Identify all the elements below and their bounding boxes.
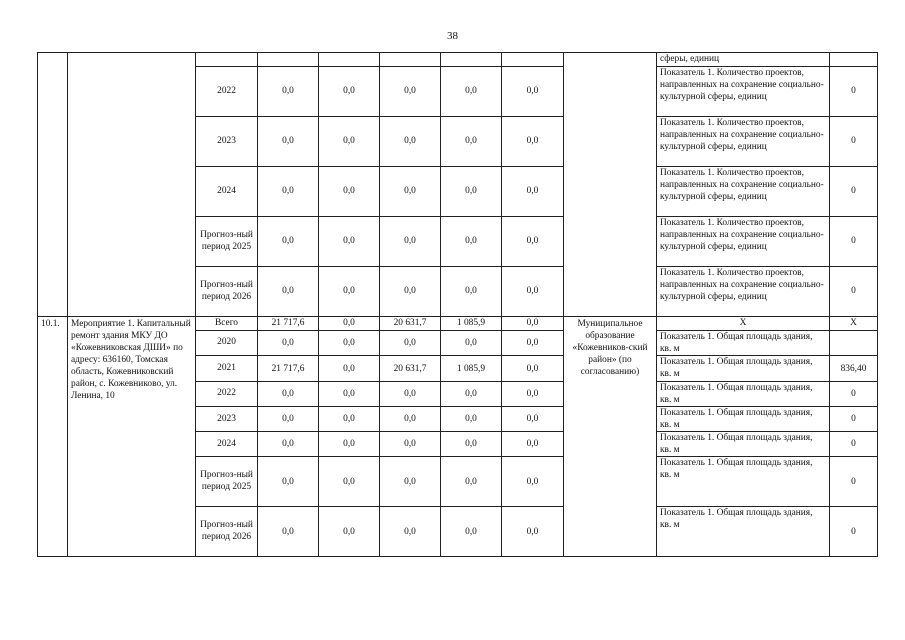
- value-cell: 0,0: [319, 117, 380, 167]
- target-cell: 0: [830, 382, 878, 407]
- value-cell: 0,0: [502, 331, 564, 356]
- section1-number-cell: [38, 53, 68, 317]
- year-cell: 2022: [196, 382, 258, 407]
- target-cell: X: [830, 317, 878, 331]
- responsible-party: Муниципальное образование «Кожевников-ский район» (по согласованию): [564, 317, 657, 557]
- value-cell: 0,0: [319, 382, 380, 407]
- indicator-cell: X: [657, 317, 830, 331]
- value-cell: 0,0: [502, 67, 564, 117]
- value-cell: 0,0: [258, 382, 319, 407]
- value-cell: 0,0: [380, 217, 441, 267]
- page-number: 38: [447, 30, 458, 42]
- indicator-cell: Показатель 1. Общая площадь здания, кв. м: [657, 356, 830, 382]
- indicator-cell: Показатель 1. Количество проектов, направленных на сохранение социально-культурной сферы, единиц: [657, 167, 830, 217]
- target-cell: 836,40: [830, 356, 878, 382]
- indicator-cell: Показатель 1. Общая площадь здания, кв. м: [657, 507, 830, 557]
- value-cell: 0,0: [441, 167, 502, 217]
- budget-table: [37, 52, 878, 557]
- value-cell: 0,0: [441, 407, 502, 432]
- value-cell: 0,0: [258, 67, 319, 117]
- value-cell: 0,0: [319, 356, 380, 382]
- value-cell: 0,0: [258, 407, 319, 432]
- indicator-cell: Показатель 1. Общая площадь здания, кв. м: [657, 331, 830, 356]
- value-cell: 0,0: [502, 507, 564, 557]
- value-cell: 0,0: [258, 432, 319, 457]
- year-cell: 2024: [196, 432, 258, 457]
- target-cell: 0: [830, 507, 878, 557]
- target-cell: 0: [830, 167, 878, 217]
- value-cell: 0,0: [319, 167, 380, 217]
- year-cell: Прогноз-ный период 2026: [196, 507, 258, 557]
- value-cell: 0,0: [380, 117, 441, 167]
- value-cell: 0,0: [502, 432, 564, 457]
- target-cell: 0: [830, 117, 878, 167]
- year-cell: Прогноз-ный период 2026: [196, 267, 258, 317]
- indicator-cell: Показатель 1. Общая площадь здания, кв. м: [657, 432, 830, 457]
- value-cell: 0,0: [502, 356, 564, 382]
- value-cell: 0,0: [380, 331, 441, 356]
- table-row: [38, 53, 878, 67]
- target-cell: [830, 53, 878, 67]
- value-cell: 0,0: [502, 117, 564, 167]
- value-cell: 0,0: [258, 267, 319, 317]
- value-cell: 0,0: [258, 457, 319, 507]
- value-cell: 0,0: [258, 167, 319, 217]
- section1-title-cell: [68, 53, 196, 317]
- value-cell: 0,0: [502, 457, 564, 507]
- target-cell: 0: [830, 217, 878, 267]
- value-cell: 0,0: [441, 67, 502, 117]
- value-cell: [258, 53, 319, 67]
- value-cell: 0,0: [380, 432, 441, 457]
- year-cell: Прогноз-ный период 2025: [196, 457, 258, 507]
- value-cell: 20 631,7: [380, 317, 441, 331]
- indicator-cell: Показатель 1. Общая площадь здания, кв. м: [657, 457, 830, 507]
- value-cell: 0,0: [502, 382, 564, 407]
- indicator-cell: Показатель 1. Количество проектов, направленных на сохранение социально-культурной сферы, единиц: [657, 117, 830, 167]
- value-cell: 21 717,6: [258, 317, 319, 331]
- value-cell: 0,0: [380, 507, 441, 557]
- value-cell: 0,0: [258, 331, 319, 356]
- value-cell: 0,0: [441, 507, 502, 557]
- indicator-cell: сферы, единиц: [657, 53, 830, 67]
- value-cell: 0,0: [319, 217, 380, 267]
- indicator-cell: Показатель 1. Количество проектов, направленных на сохранение социально-культурной сферы, единиц: [657, 217, 830, 267]
- value-cell: 0,0: [441, 432, 502, 457]
- year-cell: 2023: [196, 117, 258, 167]
- year-cell: Прогноз-ный период 2025: [196, 217, 258, 267]
- target-cell: 0: [830, 67, 878, 117]
- value-cell: 0,0: [319, 267, 380, 317]
- value-cell: 0,0: [319, 407, 380, 432]
- value-cell: 0,0: [380, 167, 441, 217]
- value-cell: 0,0: [380, 67, 441, 117]
- value-cell: 0,0: [258, 117, 319, 167]
- value-cell: 0,0: [319, 432, 380, 457]
- section-title: Мероприятие 1. Капитальный ремонт здания МКУ ДО «Кожевниковская ДШИ» по адресу: 636160, Томская область, Кожевниковский район, с. Кожевниково, ул. Ленина, 10: [68, 317, 196, 557]
- value-cell: 0,0: [258, 507, 319, 557]
- value-cell: 0,0: [380, 407, 441, 432]
- value-cell: [441, 53, 502, 67]
- value-cell: 0,0: [258, 217, 319, 267]
- value-cell: 1 085,9: [441, 356, 502, 382]
- section1-responsible-cell: [564, 53, 657, 317]
- value-cell: [380, 53, 441, 67]
- target-cell: 0: [830, 267, 878, 317]
- target-cell: 0: [830, 432, 878, 457]
- value-cell: 0,0: [441, 382, 502, 407]
- value-cell: 0,0: [502, 267, 564, 317]
- indicator-cell: Показатель 1. Общая площадь здания, кв. м: [657, 382, 830, 407]
- indicator-cell: Показатель 1. Общая площадь здания, кв. м: [657, 407, 830, 432]
- value-cell: 0,0: [441, 217, 502, 267]
- value-cell: 0,0: [441, 457, 502, 507]
- value-cell: [502, 53, 564, 67]
- value-cell: 0,0: [441, 267, 502, 317]
- year-cell: 2021: [196, 356, 258, 382]
- value-cell: 0,0: [319, 317, 380, 331]
- value-cell: 0,0: [319, 331, 380, 356]
- value-cell: 0,0: [441, 331, 502, 356]
- value-cell: 0,0: [319, 67, 380, 117]
- year-cell: 2023: [196, 407, 258, 432]
- value-cell: 0,0: [319, 507, 380, 557]
- table-row: [38, 317, 878, 331]
- target-cell: 0: [830, 407, 878, 432]
- value-cell: 0,0: [502, 217, 564, 267]
- value-cell: 0,0: [380, 267, 441, 317]
- year-cell: 2020: [196, 331, 258, 356]
- value-cell: 20 631,7: [380, 356, 441, 382]
- value-cell: 0,0: [441, 117, 502, 167]
- section-number: 10.1.: [38, 317, 68, 557]
- value-cell: 0,0: [380, 457, 441, 507]
- value-cell: 0,0: [380, 382, 441, 407]
- year-cell: [196, 53, 258, 67]
- target-cell: [830, 331, 878, 356]
- value-cell: 1 085,9: [441, 317, 502, 331]
- year-cell: Всего: [196, 317, 258, 331]
- target-cell: 0: [830, 457, 878, 507]
- indicator-cell: Показатель 1. Количество проектов, направленных на сохранение социально-культурной сферы, единиц: [657, 267, 830, 317]
- indicator-cell: Показатель 1. Количество проектов, направленных на сохранение социально-культурной сферы, единиц: [657, 67, 830, 117]
- value-cell: 0,0: [502, 407, 564, 432]
- year-cell: 2022: [196, 67, 258, 117]
- value-cell: 0,0: [502, 317, 564, 331]
- value-cell: 21 717,6: [258, 356, 319, 382]
- year-cell: 2024: [196, 167, 258, 217]
- value-cell: 0,0: [502, 167, 564, 217]
- value-cell: [319, 53, 380, 67]
- value-cell: 0,0: [319, 457, 380, 507]
